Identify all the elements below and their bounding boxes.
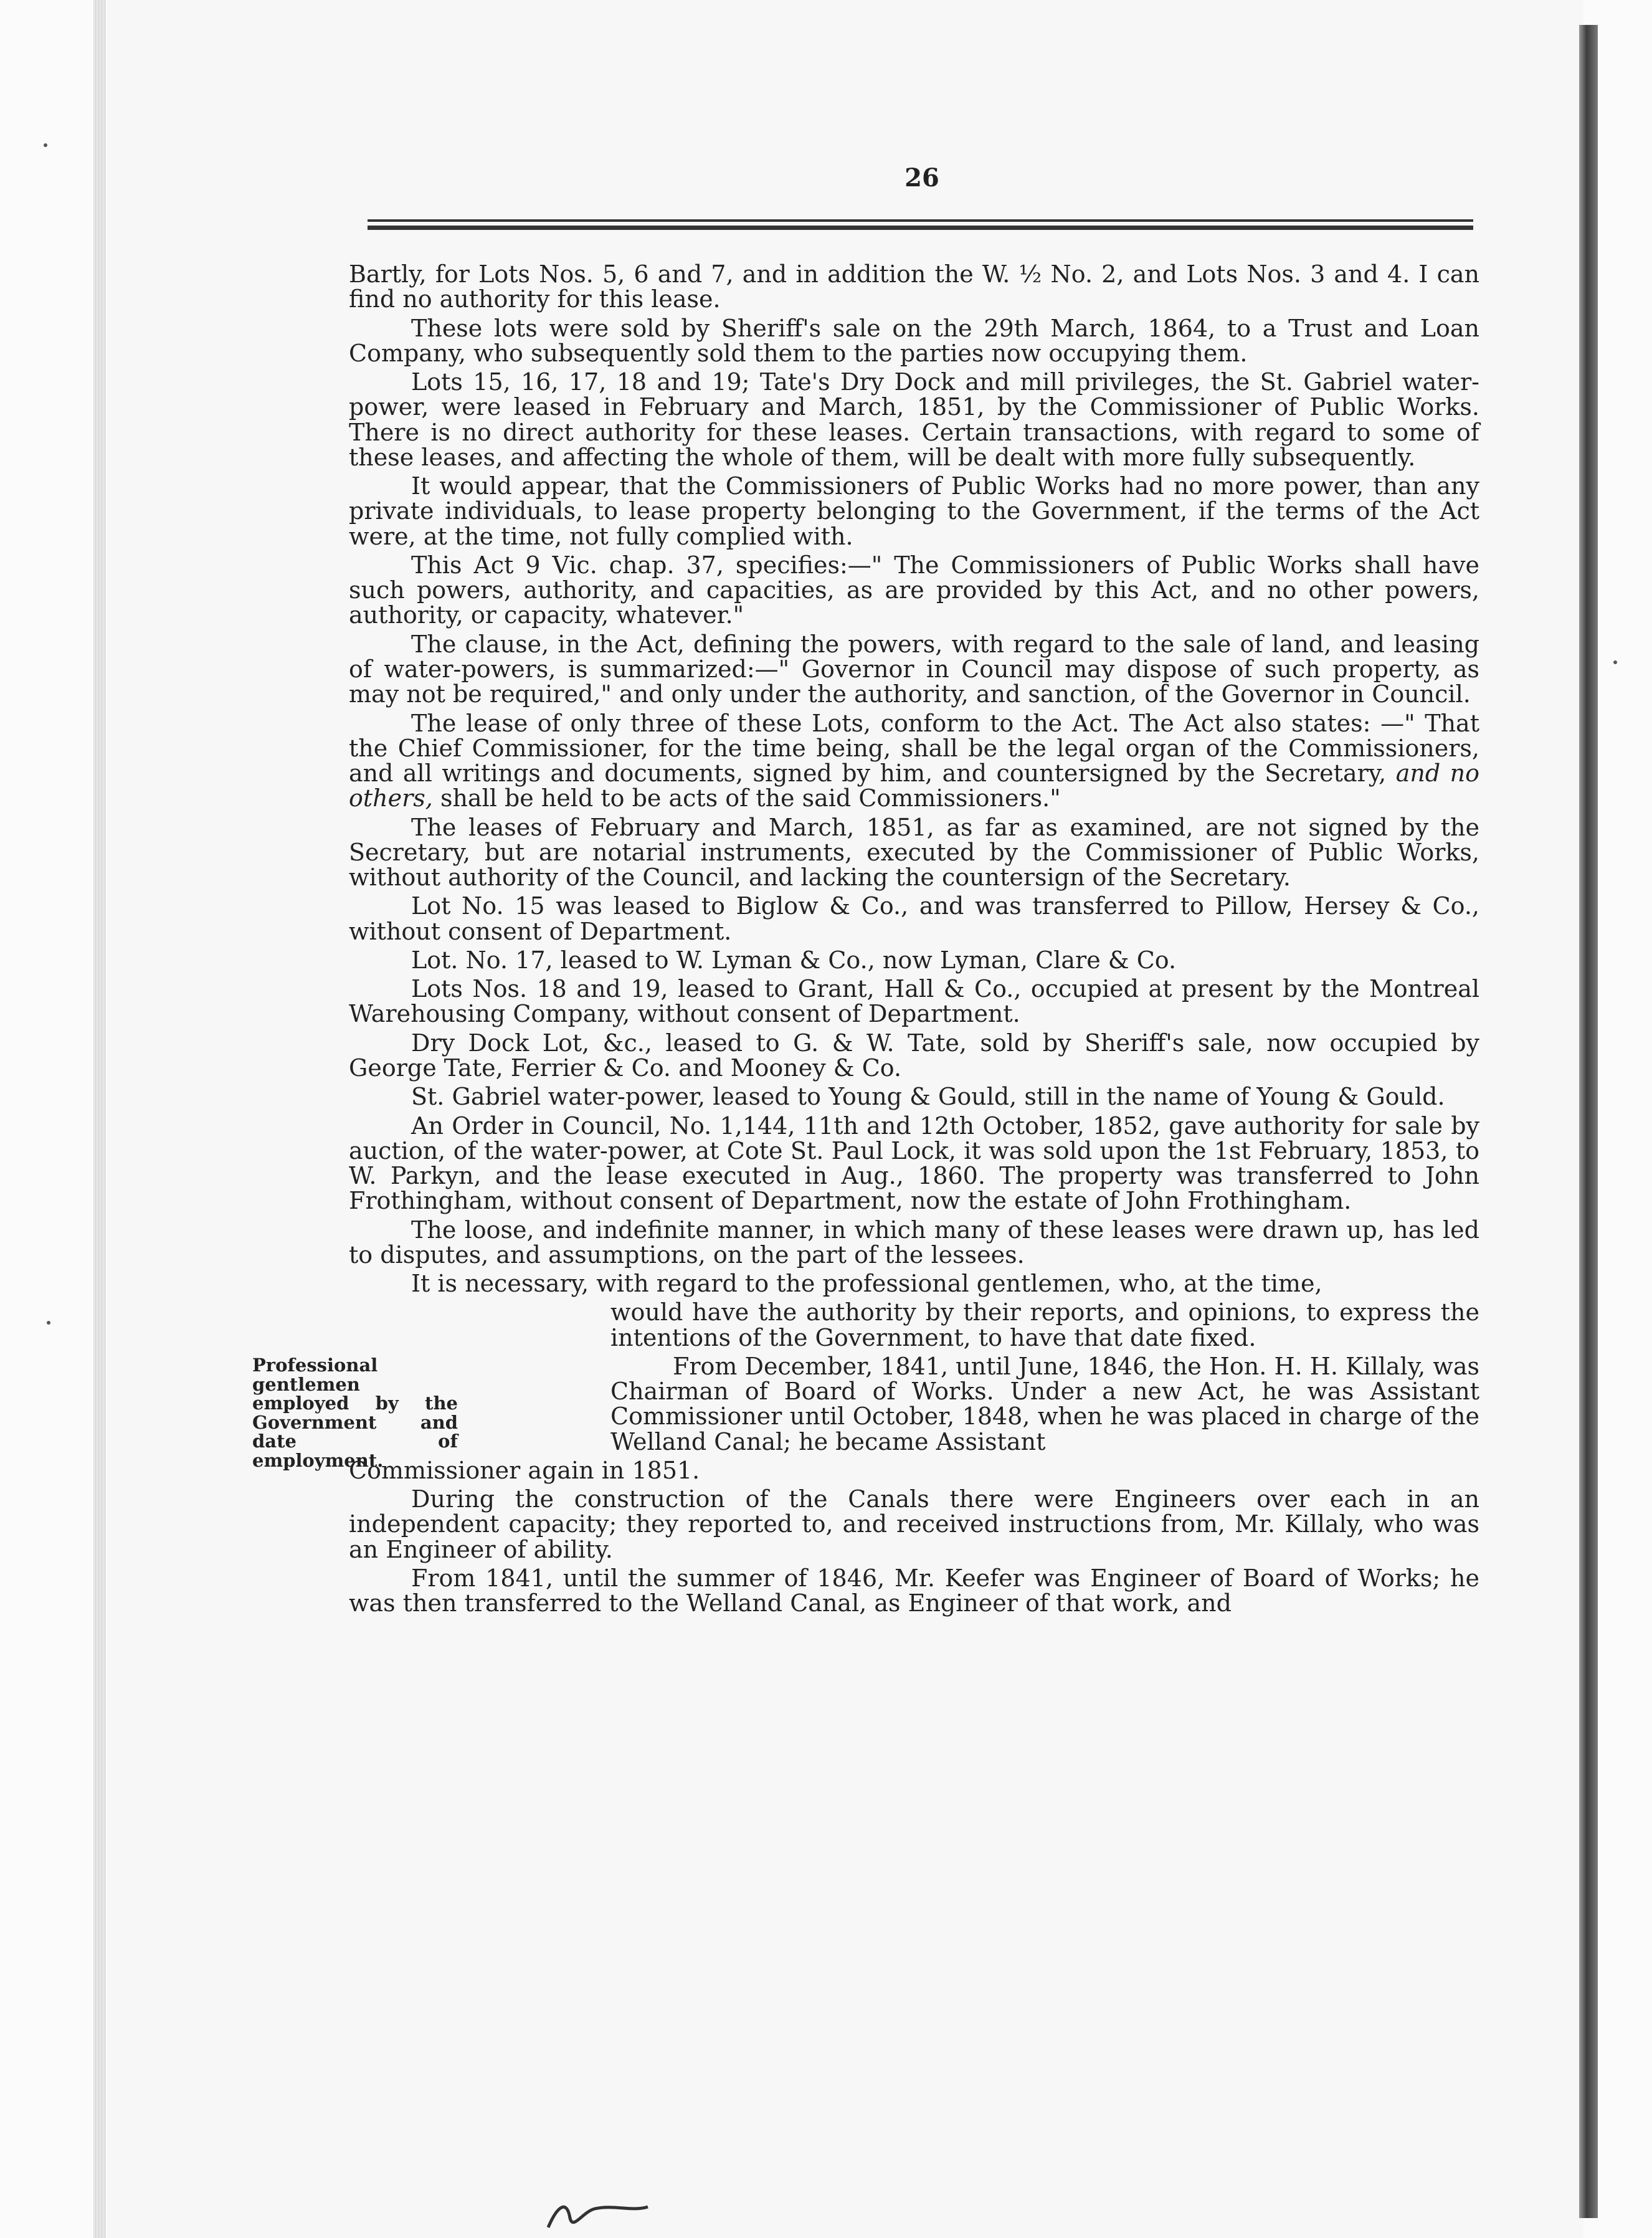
header-rule-thin [368, 219, 1473, 222]
ink-mark [545, 2193, 651, 2231]
speck [47, 1321, 50, 1325]
header-rule-thick [368, 226, 1473, 230]
paragraph: The clause, in the Act, defining the powers, with regard to the sale of land, and leasing of water-powers, is summarized:—" Governor in Council may dispose of such property, as may not be required," and only under the authority, and sanction, of the Governor in Council. [349, 630, 1479, 708]
paragraph-with-italic [349, 711, 1479, 811]
margin-note: Professional gentlemen employed by the Government and date of employment. [252, 1355, 458, 1471]
paragraph: This Act 9 Vic. chap. 37, specifies:—" The Commissioners of Public Works shall have such powers, authority, and capacities, as are provided by this Act, and no other powers, authority, or capacity, whatever." [349, 551, 1479, 629]
paragraph-text: The lease of only three of these Lots, conform to the Act. The Act also states: —" That the Chief Commissioner, for the time being, shall be the legal organ of the Commissioners, and all writings and documents, signed by him, and countersigned by the Secretary, [349, 709, 1479, 788]
paragraph: It would appear, that the Commissioners of Public Works had no more power, than any private individuals, to lease property belonging to the Government, if the terms of the Act were, at the time, not fully complied with. [349, 472, 1479, 550]
paragraph: Lot No. 15 was leased to Biglow & Co., and was transferred to Pillow, Hersey & Co., without consent of Department. [349, 892, 1479, 945]
paragraph: The leases of February and March, 1851, as far as examined, are not signed by the Secretary, but are notarial instruments, executed by the Commissioner of Public Works, without authority of the Council, and lacking the countersign of the Secretary. [349, 813, 1479, 892]
paragraph: Bartly, for Lots Nos. 5, 6 and 7, and in addition the W. ½ No. 2, and Lots Nos. 3 and 4. I can find no authority for this lease. [349, 260, 1479, 313]
body-text [252, 260, 1479, 1620]
page-number: 26 [904, 163, 939, 193]
paragraph: An Order in Council, No. 1,144, 11th and 12th October, 1852, gave authority for sale by auction, of the water-power, at Cote St. Paul Lock, it was sold upon the 1st February, 1853, to W. Parkyn, and the lease executed in Aug., 1860. The property was transferred to John Frothingham, without consent of Department, now the estate of John Frothingham. [349, 1112, 1479, 1215]
paragraph: Dry Dock Lot, &c., leased to G. & W. Tate, sold by Sheriff's sale, now occupied by George Tate, Ferrier & Co. and Mooney & Co. [349, 1029, 1479, 1082]
speck [44, 143, 47, 147]
paragraph: The loose, and indefinite manner, in which many of these leases were drawn up, has led to disputes, and assumptions, on the part of the lessees. [349, 1216, 1479, 1269]
page-binding-edge [1579, 25, 1598, 2218]
paragraph: It is necessary, with regard to the professional gentlemen, who, at the time, [411, 1270, 1322, 1298]
paragraph: From 1841, until the summer of 1846, Mr. Keefer was Engineer of Board of Works; he was then transferred to the Welland Canal, as Engineer of that work, and [349, 1564, 1479, 1617]
paragraph: Commissioner again in 1851. [349, 1456, 700, 1484]
paragraph: From December, 1841, until June, 1846, the Hon. H. H. Killaly, was Chairman of Board of Works. Under a new Act, he was Assistant Commissioner until October, 1848, when he was placed in charge of the Welland Canal; he became Assistant [610, 1352, 1479, 1455]
paragraph: During the construction of the Canals there were Engineers over each in an independent capacity; they reported to, and received instructions from, Mr. Killaly, who was an Engineer of ability. [349, 1485, 1479, 1563]
speck [1613, 660, 1617, 664]
paragraph: Lots Nos. 18 and 19, leased to Grant, Hall & Co., occupied at present by the Montreal Warehousing Company, without consent of Department. [349, 975, 1479, 1028]
paragraph-text-cont: shall be held to be acts of the said Commissioners." [432, 784, 1061, 812]
page-stack-edges [93, 0, 106, 2238]
paragraph: These lots were sold by Sheriff's sale on the 29th March, 1864, to a Trust and Loan Company, who subsequently sold them to the parties now occupying them. [349, 314, 1479, 367]
paragraph: Lots 15, 16, 17, 18 and 19; Tate's Dry Dock and mill privileges, the St. Gabriel water-power, were leased in February and March, 1851, by the Commissioner of Public Works. There is no direct authority for these leases. Certain transactions, with regard to some of these leases, and affecting the whole of them, will be dealt with more fully subsequently. [349, 368, 1479, 471]
italic-phrase: and no others, [349, 759, 1479, 812]
paragraph: St. Gabriel water-power, leased to Young & Gould, still in the name of Young & Gould. [411, 1083, 1445, 1111]
paragraph: Lot. No. 17, leased to W. Lyman & Co., now Lyman, Clare & Co. [411, 946, 1177, 974]
paragraph: would have the authority by their reports, and opinions, to express the intentions of the Government, to have that date fixed. [610, 1298, 1479, 1351]
